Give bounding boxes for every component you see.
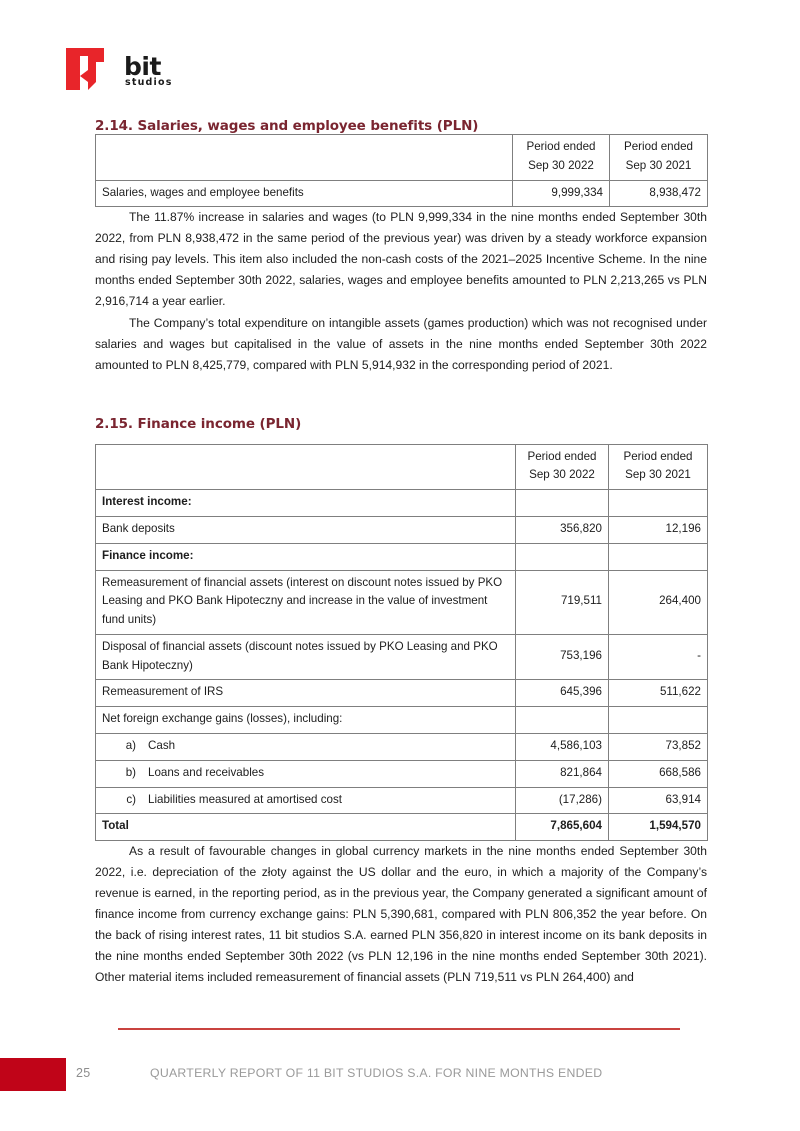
table-row xyxy=(96,760,708,787)
section-2-heading-wrap xyxy=(95,416,707,432)
header-2021-line1: Period ended xyxy=(623,449,693,463)
salaries-table xyxy=(95,134,708,207)
row-label: Disposal of financial assets (discount notes issued by PKO Leasing and PKO Bank Hipoteczny) xyxy=(96,634,516,680)
header-2022-line1: Period ended xyxy=(527,449,597,463)
header-cell-empty xyxy=(96,135,513,181)
row-label: Total xyxy=(96,814,516,841)
row-value-2022 xyxy=(516,707,609,734)
table-row-total xyxy=(96,814,708,841)
sub-item-text: Loans and receivables xyxy=(148,765,265,779)
row-value-2022: 719,511 xyxy=(516,570,609,634)
header-cell-2021 xyxy=(610,135,708,181)
row-value-2021: 1,594,570 xyxy=(609,814,708,841)
footer-divider xyxy=(118,1028,680,1030)
row-value-2022: 7,865,604 xyxy=(516,814,609,841)
table-row xyxy=(96,634,708,680)
row-label-sub xyxy=(96,760,516,787)
logo-subtext: studios xyxy=(125,77,173,88)
row-value-2021 xyxy=(609,490,708,517)
header-2021-line2: Sep 30 2021 xyxy=(625,158,692,172)
row-value-2021: 511,622 xyxy=(609,680,708,707)
row-label: Remeasurement of financial assets (interest on discount notes issued by PKO Leasing and PKO Bank Hipoteczny and increase in the value of investment fund units) xyxy=(96,570,516,634)
row-label: Salaries, wages and employee benefits xyxy=(96,180,513,207)
row-label: Remeasurement of IRS xyxy=(96,680,516,707)
finance-income-table xyxy=(95,444,708,842)
row-value-2022 xyxy=(516,490,609,517)
section-heading-salaries: 2.14. Salaries, wages and employee benefits (PLN) xyxy=(95,118,479,134)
header-2022-line2: Sep 30 2022 xyxy=(529,468,595,482)
header-2022-line1: Period ended xyxy=(526,140,596,153)
row-value-2021 xyxy=(609,543,708,570)
row-value-2021: 63,914 xyxy=(609,787,708,814)
sub-item-marker: b) xyxy=(125,765,136,779)
row-value-2021: - xyxy=(609,634,708,680)
sub-item-marker: a) xyxy=(125,738,136,752)
row-label-sub xyxy=(96,733,516,760)
table-row xyxy=(96,543,708,570)
table-header-row xyxy=(96,444,708,490)
row-value-2022: 4,586,103 xyxy=(516,733,609,760)
table-row xyxy=(96,570,708,634)
row-value-2021: 264,400 xyxy=(609,570,708,634)
row-value-2021: 668,586 xyxy=(609,760,708,787)
table-row xyxy=(96,787,708,814)
paragraph-salaries-2: The Company’s total expenditure on intangible assets (games production) which was not recognised under salaries and wages but capitalised in the value of assets in the nine months ended September 30th 2022 amounted to PLN 8,425,779, compared with PLN 5,914,932 in the corresponding period of 2021. xyxy=(95,315,707,372)
footer-red-block xyxy=(0,1058,66,1091)
page-number: 25 xyxy=(76,1066,91,1080)
header-cell-2022 xyxy=(516,444,609,490)
header-cell-2021 xyxy=(609,444,708,490)
row-value-2021 xyxy=(609,707,708,734)
row-value-2022: 356,820 xyxy=(516,516,609,543)
row-label: Net foreign exchange gains (losses), including: xyxy=(96,707,516,734)
table-row xyxy=(96,680,708,707)
page-content xyxy=(95,118,707,988)
section-heading-finance-income: 2.15. Finance income (PLN) xyxy=(95,415,302,432)
paragraph-finance-income-1: As a result of favourable changes in global currency markets in the nine months ended September 30th 2022, i.e. depreciation of the złoty against the US dollar and the euro, in which a majority of the Company’s revenue is earned, in the reporting period, as in the previous year, the Company generated a significant amount of finance income from currency exchange gains: PLN 5,390,681, compared with PLN 806,352 the year before. On the back of rising interest rates, 11 bit studios S.A. earned PLN 356,820 in interest income on its bank deposits in the nine months ended September 30th 2022 (vs PLN 12,196 in the nine months ended September 30th 2021). Other material items included remeasurement of financial assets (PLN 719,511 vs PLN 264,400) and xyxy=(95,844,707,985)
row-value-2022: (17,286) xyxy=(516,787,609,814)
sub-item-text: Cash xyxy=(148,738,176,752)
row-value-2021: 8,938,472 xyxy=(610,180,708,207)
sub-item-text: Liabilities measured at amortised cost xyxy=(148,792,342,806)
table-row xyxy=(96,707,708,734)
row-label-sub xyxy=(96,787,516,814)
row-label: Finance income: xyxy=(96,543,516,570)
footer-caption: QUARTERLY REPORT OF 11 BIT STUDIOS S.A. FOR NINE MONTHS ENDED xyxy=(150,1066,603,1080)
paragraph-salaries-1: The 11.87% increase in salaries and wages (to PLN 9,999,334 in the nine months ended September 30th 2022, from PLN 8,938,472 in the same period of the previous year) was driven by a steady workforce expansion and rising pay levels. This item also included the non-cash costs of the 2021–2025 Incentive Scheme. In the nine months ended September 30th 2022, salaries, wages and employee benefits amounted to PLN 2,213,265 vs PLN 2,916,714 a year earlier. xyxy=(95,210,707,309)
header-cell-empty xyxy=(96,444,516,490)
header-cell-2022 xyxy=(513,135,610,181)
header-2021-line2: Sep 30 2021 xyxy=(625,468,691,482)
row-value-2022: 9,999,334 xyxy=(513,180,610,207)
row-value-2022: 821,864 xyxy=(516,760,609,787)
row-value-2022 xyxy=(516,543,609,570)
row-value-2021: 12,196 xyxy=(609,516,708,543)
eleven-bit-logo-mark xyxy=(66,48,118,90)
header-2021-line1: Period ended xyxy=(624,140,693,153)
table-header-row xyxy=(96,135,708,181)
table-row xyxy=(96,516,708,543)
row-label: Bank deposits xyxy=(96,516,516,543)
header-2022-line2: Sep 30 2022 xyxy=(528,158,594,172)
row-value-2021: 73,852 xyxy=(609,733,708,760)
table-row xyxy=(96,490,708,517)
table-row xyxy=(96,733,708,760)
row-label: Interest income: xyxy=(96,490,516,517)
row-value-2022: 645,396 xyxy=(516,680,609,707)
company-logo xyxy=(66,48,216,98)
logo-wordmark: bit xyxy=(124,52,161,81)
table-row xyxy=(96,180,708,207)
sub-item-marker: c) xyxy=(126,792,136,806)
row-value-2022: 753,196 xyxy=(516,634,609,680)
